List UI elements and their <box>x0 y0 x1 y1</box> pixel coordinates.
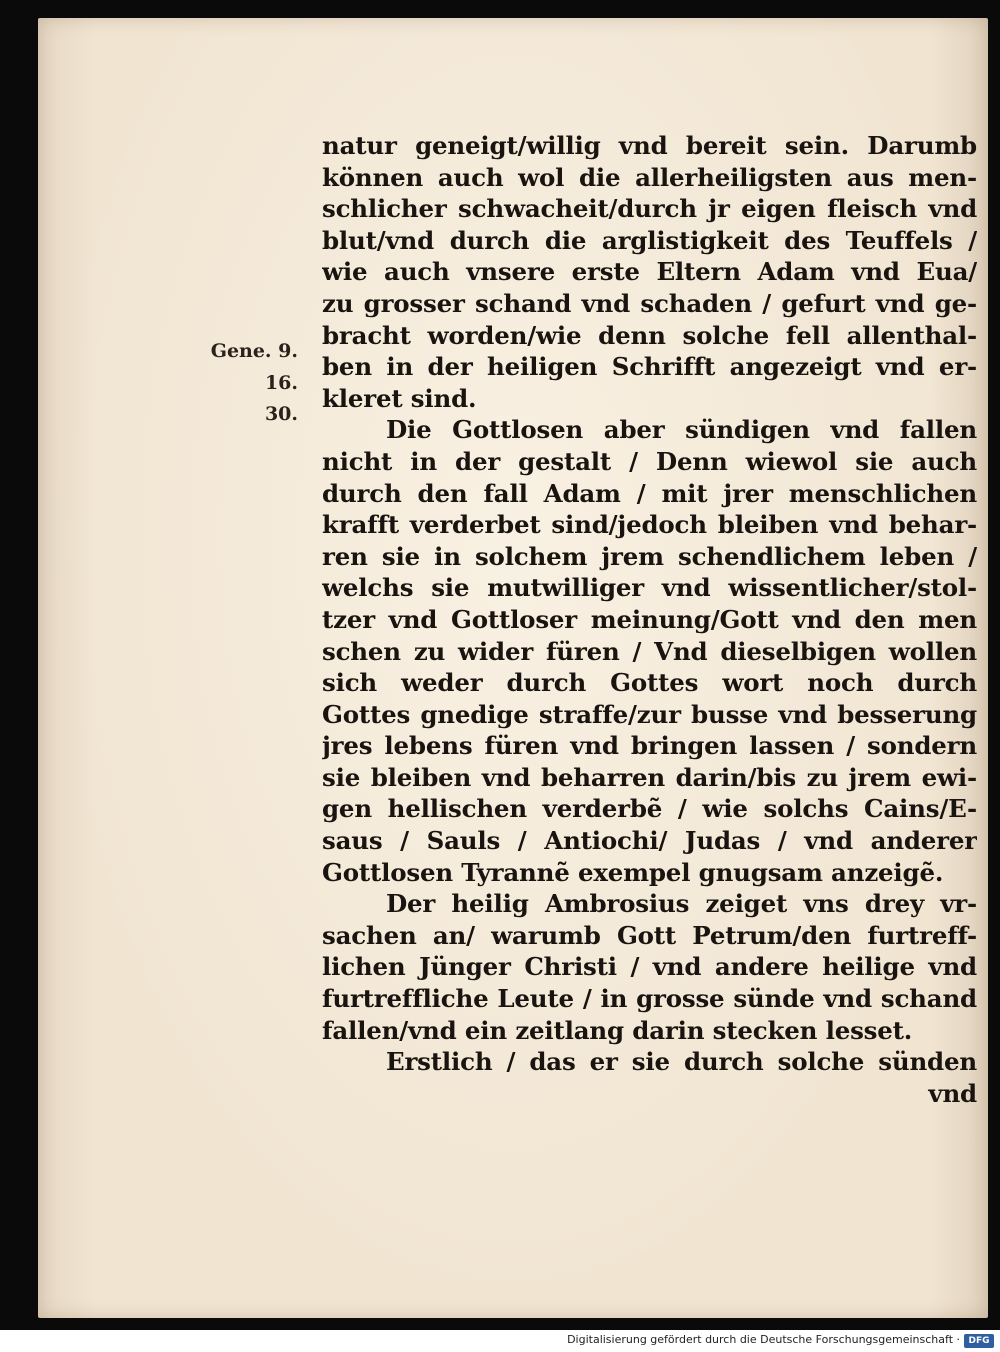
text-line: saus / Sauls / Antiochi/ Judas / vnd anderer <box>322 826 977 856</box>
text-line: lichen Jünger Christi / vnd andere heilige vnd <box>322 952 977 982</box>
text-line: Der heilig Ambrosius zeiget vns drey vr- <box>386 889 977 919</box>
text-line: Die Gottlosen aber sündigen vnd fallen <box>386 415 977 445</box>
text-line: sich weder durch Gottes wort noch durch <box>322 668 977 698</box>
text-line: krafft verderbet sind/jedoch bleiben vnd behar- <box>322 510 977 540</box>
text-line: Gottes gnedige straffe/zur busse vnd besserung <box>322 699 977 729</box>
text-line: ben in der heiligen Schrifft angezeigt vnd er- <box>322 352 977 382</box>
text-line: ren sie in solchem jrem schendlichem leben / <box>322 541 977 571</box>
text-line: natur geneigt/willig vnd bereit sein. Darumb <box>322 131 977 160</box>
text-line: durch den fall Adam / mit jrer menschlichen <box>322 478 977 508</box>
text-line: gen hellischen verderbẽ / wie solchs Cains/E- <box>322 794 977 824</box>
text-line: Gottlosen Tyrannẽ exempel gnugsam anzeigẽ. <box>322 857 944 887</box>
margin-note-line: Gene. 9. <box>210 340 298 362</box>
text-line: tzer vnd Gottloser meinung/Gott vnd den men <box>322 604 977 634</box>
book-page <box>38 18 988 1318</box>
text-line: Erstlich / das er sie durch solche sünden <box>386 1047 977 1077</box>
text-line: welchs sie mutwilliger vnd wissentlicher/stol- <box>322 573 977 603</box>
text-line: blut/vnd durch die arglistigkeit des Teuffels / <box>322 225 977 255</box>
text-line: schlicher schwacheit/durch jr eigen fleisch vnd <box>322 194 977 224</box>
text-line: sie bleiben vnd beharren darin/bis zu jrem ewi- <box>322 762 977 792</box>
text-line: können auch wol die allerheiligsten aus men- <box>322 162 977 192</box>
text-line: sachen an/ warumb Gott Petrum/den furtreff- <box>322 920 977 950</box>
text-line: bracht worden/wie denn solche fell allenthal- <box>322 320 977 350</box>
dfg-logo-icon: DFG <box>964 1334 994 1348</box>
margin-note <box>158 336 298 431</box>
body-text <box>322 130 977 1109</box>
footer-bar <box>0 1330 1000 1352</box>
text-line: jres lebens füren vnd bringen lassen / sondern <box>322 731 977 761</box>
text-line: zu grosser schand vnd schaden / gefurt vnd ge- <box>322 288 977 318</box>
margin-note-line: 30. <box>264 403 298 426</box>
margin-note-line: 16. <box>264 371 298 394</box>
footer-credit: Digitalisierung gefördert durch die Deutsche Forschungsgemeinschaft · <box>567 1333 960 1346</box>
text-line: furtreffliche Leute / in grosse sünde vnd schand <box>322 984 977 1014</box>
text-line: nicht in der gestalt / Denn wiewol sie auch <box>322 446 977 476</box>
catchword: vnd <box>928 1078 977 1108</box>
text-line: wie auch vnsere erste Eltern Adam vnd Eua/ <box>322 257 977 287</box>
text-line: schen zu wider füren / Vnd dieselbigen wollen <box>322 636 977 666</box>
text-line: kleret sind. <box>322 383 477 413</box>
text-line: fallen/vnd ein zeitlang darin stecken lesset. <box>322 1015 913 1045</box>
